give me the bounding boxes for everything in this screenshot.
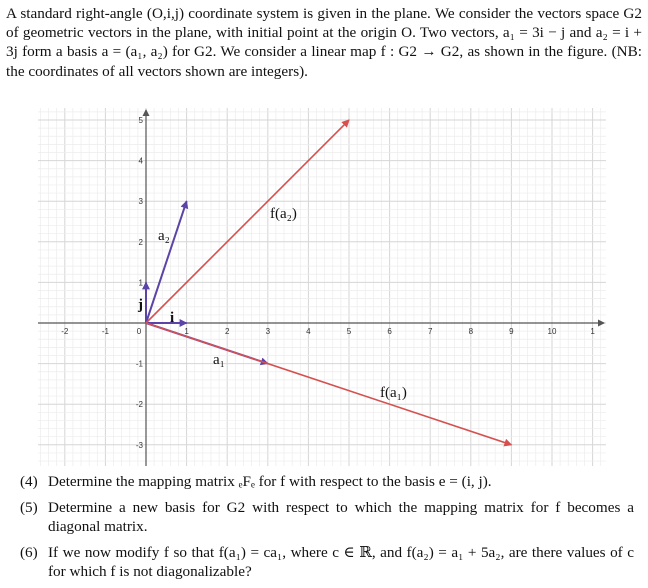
label-fa2: f(a₂): [270, 206, 297, 222]
x-tick-label: 10: [547, 327, 557, 336]
question-number: (5): [20, 499, 38, 516]
y-tick-label: 5: [138, 116, 143, 125]
x-tick-label: 6: [387, 327, 392, 336]
x-tick-label: -1: [101, 327, 109, 336]
y-tick-label: 1: [138, 278, 143, 288]
question-text: Determine a new basis for G2 with respect to which the mapping matrix for f becomes a diagonal matrix.: [48, 499, 634, 535]
x-tick-label: 0: [136, 327, 142, 336]
question-6: [20, 543, 634, 581]
label-a2: a₂: [158, 228, 170, 244]
x-tick-label: 9: [509, 327, 514, 336]
x-tick-label: 1: [184, 327, 189, 336]
grid: [38, 108, 606, 466]
x-tick-label: 5: [346, 327, 352, 336]
x-tick-label: 3: [265, 327, 271, 336]
problem-intro: [6, 4, 642, 81]
intro-paragraph: A standard right-angle (O,i,j) coordinate system is given in the plane. We consider the vectors space G2 of geometric vectors in the plane, with initial point at the origin O. Two vectors, a₁ = 3i − j and a₂ = i + 3j form a basis a = (a₁, a₂) for G2. We consider a linear map f : G2 → G2, as shown in the figure. (NB: the coordinates of all vectors shown are integers).: [6, 5, 642, 80]
x-tick-label: -2: [61, 327, 69, 336]
question-text: If we now modify f so that f(a₁) = ca₁, where c ∈ ℝ, and f(a₂) = a₁ + 5a₂, are there values of c for which f is not diagonalizable?: [48, 544, 634, 580]
y-tick-label: -2: [135, 400, 143, 410]
x-tick-label: 2: [224, 327, 230, 336]
label-j: j: [138, 297, 143, 313]
vector-figure: [38, 108, 606, 466]
question-4: [20, 472, 634, 491]
y-tick-label: -1: [135, 359, 143, 369]
vector-f-a: [146, 120, 349, 323]
question-number: (4): [20, 473, 38, 490]
x-tick-label: 7: [427, 327, 433, 336]
question-5: [20, 498, 634, 536]
y-tick-label: 3: [138, 197, 143, 207]
y-tick-label: 2: [138, 237, 143, 247]
label-fa1: f(a₁): [380, 385, 407, 401]
y-tick-label: 4: [138, 156, 143, 166]
x-tick-label: 4: [306, 327, 311, 336]
question-text: Determine the mapping matrix ₑFₑ for f with respect to the basis e = (i, j).: [48, 473, 492, 490]
x-tick-label: 1: [590, 327, 595, 336]
vector-f-a: [146, 323, 511, 445]
y-tick-label: -3: [135, 440, 143, 450]
x-tick-label: 8: [468, 327, 474, 336]
question-number: (6): [20, 544, 38, 561]
questions-list: [20, 472, 634, 588]
label-i: i: [170, 310, 175, 326]
vector-plot-svg: [38, 108, 606, 466]
label-a1: a₁: [213, 352, 225, 368]
vector-a: [146, 201, 187, 323]
